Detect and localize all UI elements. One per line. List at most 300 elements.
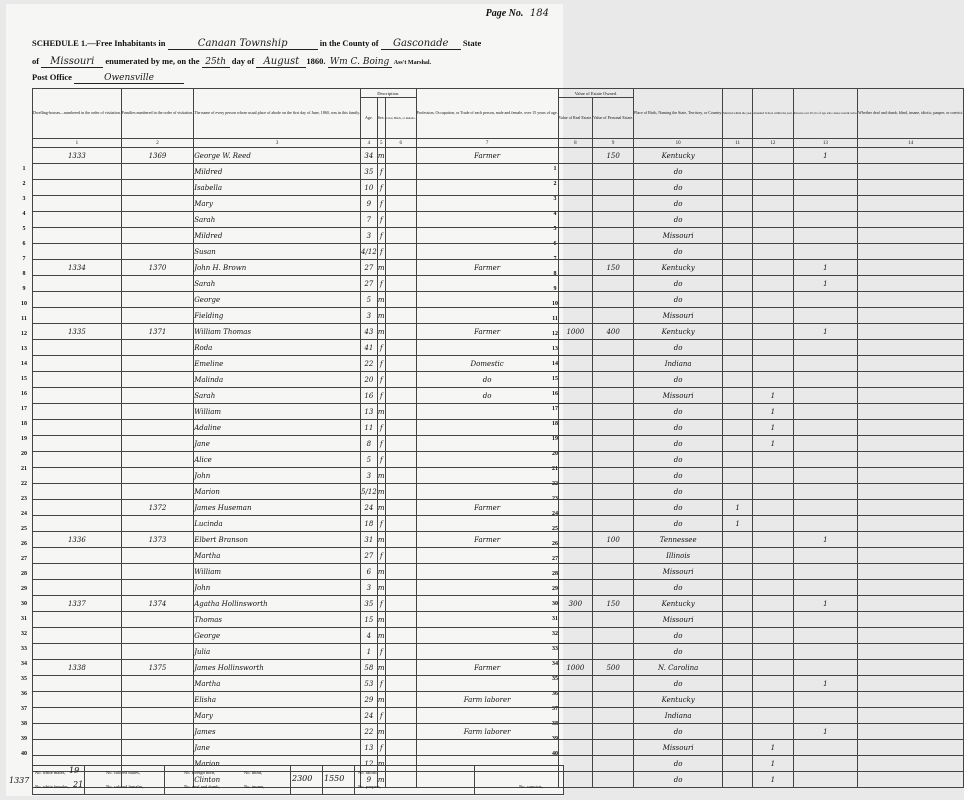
personal-estate-value [593,772,634,788]
line-number: 37 [552,706,558,712]
literacy-mark [793,340,858,356]
infirmity [858,484,964,500]
col-birthplace-header: Place of Birth, Naming the State, Territory, or Country. [634,89,723,139]
personal-estate-value: 100 [593,532,634,548]
table-row [33,724,964,740]
married-mark [723,372,753,388]
table-row [33,500,964,516]
birthplace: Kentucky [634,324,723,340]
color [385,468,416,484]
person-name: George W. Reed [194,148,361,164]
birthplace: do [634,452,723,468]
enumeration-day: 25th [202,57,230,68]
infirmity [858,292,964,308]
column-number: 4 [361,139,378,148]
age: 13 [361,740,378,756]
col-sex-header: Sex. [377,98,385,139]
line-number: 10 [21,301,27,307]
line-number: 4 [553,211,557,217]
birthplace: do [634,372,723,388]
literacy-mark [793,548,858,564]
col-name-header: The name of every person whose usual place of abode on the first day of June, 1860, was in this family. [194,89,361,139]
estate-group-header: Value of Estate Owned. [558,89,634,98]
post-office-name: Owensville [74,73,184,84]
literacy-mark [793,212,858,228]
school-mark [753,484,793,500]
age: 3 [361,308,378,324]
school-mark [753,164,793,180]
color [385,532,416,548]
literacy-mark [793,372,858,388]
married-mark [723,308,753,324]
family-number [121,180,193,196]
county-name: Gasconade [381,38,461,50]
person-name: Mary [194,708,361,724]
dwelling-number [33,196,122,212]
dwelling-number [33,180,122,196]
table-row [33,564,964,580]
occupation [416,596,558,612]
white-females-value: 21 [73,780,84,789]
married-mark [723,212,753,228]
line-number: 33 [552,646,558,652]
table-row [33,260,964,276]
line-number: 17 [552,406,558,412]
personal-estate-value: 400 [593,324,634,340]
birthplace: do [634,644,723,660]
literacy-mark: 1 [793,596,858,612]
literacy-mark [793,356,858,372]
sex: m [377,292,385,308]
infirmity [858,452,964,468]
line-number: 7 [22,256,26,262]
married-mark [723,356,753,372]
line-number: 34 [552,661,558,667]
line-number: 32 [21,631,27,637]
real-estate-value: 1000 [558,324,593,340]
infirmity [858,196,964,212]
personal-estate-value [593,676,634,692]
line-number: 5 [22,226,26,232]
literacy-mark [793,404,858,420]
age: 22 [361,724,378,740]
married-mark [723,180,753,196]
person-name: Clinton [194,772,361,788]
line-number: 13 [21,346,27,352]
dwelling-number: 1334 [33,260,122,276]
personal-estate-value [593,484,634,500]
color [385,244,416,260]
married-mark [723,708,753,724]
personal-estate-value [593,244,634,260]
real-estate-value [558,452,593,468]
birthplace: do [634,484,723,500]
infirmity [858,260,964,276]
line-number: 35 [552,676,558,682]
age: 24 [361,500,378,516]
birthplace: do [634,516,723,532]
line-number: 11 [552,316,558,322]
personal-estate-value [593,580,634,596]
line-number: 24 [552,511,558,517]
real-estate-total: 2300 [292,774,313,783]
real-estate-value [558,468,593,484]
birthplace: Kentucky [634,596,723,612]
occupation [416,420,558,436]
real-estate-value [558,292,593,308]
sex: m [377,500,385,516]
line-number: 36 [21,691,27,697]
birthplace: do [634,340,723,356]
line-number: 28 [552,571,558,577]
person-name: Elisha [194,692,361,708]
infirmity [858,356,964,372]
person-name: Mildred [194,228,361,244]
family-number [121,708,193,724]
birthplace: Missouri [634,388,723,404]
school-mark: 1 [753,756,793,772]
dwelling-number [33,452,122,468]
color [385,196,416,212]
sex: m [377,484,385,500]
marshal-name: Wm C. Boing [328,57,392,68]
line-number: 8 [553,271,557,277]
married-mark [723,164,753,180]
column-number: 5 [377,139,385,148]
infirmity [858,212,964,228]
colored-females-label: No. colored females, [106,784,144,789]
colored-males-label: No. colored males, [106,770,140,775]
age: 22 [361,356,378,372]
line-number: 17 [21,406,27,412]
literacy-mark: 1 [793,532,858,548]
married-mark [723,324,753,340]
married-mark [723,660,753,676]
real-estate-value [558,356,593,372]
infirmity [858,500,964,516]
real-estate-value [558,196,593,212]
school-mark [753,228,793,244]
deaf-dumb-label: No. deaf and dumb, [184,784,220,789]
family-number [121,356,193,372]
marshal-suffix: Ass't Marshal. [393,60,432,66]
dwelling-number: 1336 [33,532,122,548]
line-number: 6 [553,241,557,247]
family-number [121,644,193,660]
line-number: 39 [21,736,27,742]
line-number: 31 [21,616,27,622]
real-estate-value [558,372,593,388]
school-mark [753,212,793,228]
color [385,660,416,676]
infirmity [858,564,964,580]
dwelling-number [33,580,122,596]
person-name: Fielding [194,308,361,324]
birthplace: Illinois [634,548,723,564]
literacy-mark [793,516,858,532]
line-number: 40 [21,751,27,757]
color [385,708,416,724]
column-number: 13 [793,139,858,148]
age: 58 [361,660,378,676]
personal-estate-total: 1550 [324,774,345,783]
sex: m [377,692,385,708]
married-mark [723,404,753,420]
real-estate-value [558,244,593,260]
person-name: Martha [194,548,361,564]
married-mark [723,692,753,708]
birthplace: Kentucky [634,148,723,164]
infirmity [858,724,964,740]
person-name: Mildred [194,164,361,180]
color [385,516,416,532]
real-estate-value [558,388,593,404]
literacy-mark [793,772,858,788]
family-number [121,580,193,596]
sex: f [377,164,385,180]
personal-estate-value [593,340,634,356]
sex: m [377,580,385,596]
line-number: 9 [553,286,557,292]
married-mark [723,340,753,356]
personal-estate-value [593,500,634,516]
occupation: Farmer [416,148,558,164]
person-name: William [194,404,361,420]
birthplace: do [634,628,723,644]
literacy-mark [793,612,858,628]
color [385,212,416,228]
idiotic-paupers-cell [354,766,475,794]
literacy-mark [793,500,858,516]
sex: m [377,532,385,548]
school-mark: 1 [753,740,793,756]
table-row [33,180,964,196]
table-row [33,548,964,564]
family-number [121,676,193,692]
person-name: James Hollinsworth [194,660,361,676]
school-mark [753,340,793,356]
heading-line-3 [32,72,184,84]
occupation [416,676,558,692]
col-family-header: Families numbered in the order of visitation. [121,89,193,139]
column-number-row [33,139,964,148]
personal-estate-value [593,452,634,468]
line-number: 3 [553,196,557,202]
school-mark [753,708,793,724]
literacy-mark [793,692,858,708]
enumerated-label: enumerated by me, on the [105,56,200,66]
personal-estate-value: 150 [593,148,634,164]
dwelling-number [33,436,122,452]
sex: f [377,180,385,196]
line-number: 11 [21,316,27,322]
blind-label: No. blind, [244,770,263,775]
color [385,484,416,500]
dwelling-number [33,516,122,532]
white-totals-cell [33,766,85,794]
married-mark [723,612,753,628]
sex: m [377,660,385,676]
table-row [33,708,964,724]
birthplace: Kentucky [634,692,723,708]
table-row [33,164,964,180]
school-mark [753,196,793,212]
col-dwelling-header: Dwelling-houses—numbered in the order of visitation. [33,89,122,139]
person-name: Susan [194,244,361,260]
line-number: 37 [21,706,27,712]
line-number: 19 [21,436,27,442]
age: 3 [361,468,378,484]
family-number [121,340,193,356]
family-number [121,420,193,436]
infirmity [858,324,964,340]
family-number [121,196,193,212]
page-totals-footer [9,765,564,795]
occupation [416,404,558,420]
table-row [33,676,964,692]
married-mark [723,532,753,548]
age: 5/12 [361,484,378,500]
family-number: 1369 [121,148,193,164]
line-number: 40 [552,751,558,757]
color [385,436,416,452]
family-number [121,740,193,756]
family-number [121,436,193,452]
infirmity [858,596,964,612]
literacy-mark [793,660,858,676]
census-page [6,4,964,796]
birthplace: Missouri [634,228,723,244]
sex: f [377,708,385,724]
table-row [33,308,964,324]
person-name: Adaline [194,420,361,436]
married-mark [723,244,753,260]
birthplace: Missouri [634,308,723,324]
color [385,148,416,164]
personal-estate-value [593,180,634,196]
married-mark [723,548,753,564]
birthplace: Indiana [634,356,723,372]
table-row [33,340,964,356]
dwelling-number [33,468,122,484]
family-number: 1372 [121,500,193,516]
personal-estate-value [593,644,634,660]
line-number: 16 [552,391,558,397]
literacy-mark: 1 [793,148,858,164]
person-name: Sarah [194,388,361,404]
dwelling-number [33,484,122,500]
age: 1 [361,644,378,660]
real-estate-value [558,436,593,452]
dwelling-number: 1337 [33,596,122,612]
day-of-label: day of [231,56,255,66]
occupation [416,164,558,180]
line-number: 18 [21,421,27,427]
occupation: Farmer [416,500,558,516]
literacy-mark: 1 [793,724,858,740]
personal-estate-value [593,692,634,708]
col-color-header: Color, Black, or mulatto. [385,98,416,139]
personal-estate-value [593,468,634,484]
literacy-mark: 1 [793,324,858,340]
age: 4/12 [361,244,378,260]
school-mark [753,324,793,340]
age: 9 [361,196,378,212]
column-number: 2 [121,139,193,148]
real-estate-value [558,692,593,708]
line-number: 1 [22,166,26,172]
sex: m [377,612,385,628]
personal-estate-value [593,724,634,740]
real-estate-value: 300 [558,596,593,612]
sex: f [377,452,385,468]
schedule-title: SCHEDULE 1.—Free Inhabitants in [32,38,166,48]
table-row [33,420,964,436]
white-males-label: No. white males, [35,770,66,775]
school-mark [753,292,793,308]
dwelling-number [33,564,122,580]
color [385,740,416,756]
infirmity [858,228,964,244]
dwelling-number [33,308,122,324]
birthplace: do [634,292,723,308]
line-number: 38 [552,721,558,727]
dwelling-number [33,692,122,708]
census-table [32,88,964,788]
column-number: 1 [33,139,122,148]
personal-estate-value [593,276,634,292]
age: 12 [361,756,378,772]
dwelling-number [33,372,122,388]
sex: f [377,196,385,212]
literacy-mark [793,644,858,660]
sex: m [377,148,385,164]
infirmity [858,372,964,388]
color [385,292,416,308]
table-row [33,196,964,212]
col-personal-estate-header: Value of Personal Estate. [593,98,634,139]
occupation [416,468,558,484]
sex: m [377,724,385,740]
age: 11 [361,420,378,436]
infirmity [858,660,964,676]
person-name: George [194,628,361,644]
line-number: 21 [552,466,558,472]
line-number: 24 [21,511,27,517]
infirmity [858,404,964,420]
color [385,628,416,644]
person-name: Alice [194,452,361,468]
line-number: 25 [552,526,558,532]
personal-estate-value [593,564,634,580]
table-row [33,148,964,164]
col-age-header: Age. [361,98,378,139]
personal-estate-value [593,196,634,212]
line-number: 23 [21,496,27,502]
personal-estate-value [593,740,634,756]
age: 27 [361,548,378,564]
married-mark [723,724,753,740]
age: 16 [361,388,378,404]
occupation: do [416,388,558,404]
occupation [416,308,558,324]
line-number: 22 [552,481,558,487]
color [385,500,416,516]
married-mark [723,564,753,580]
line-number: 19 [552,436,558,442]
age: 20 [361,372,378,388]
table-row [33,404,964,420]
